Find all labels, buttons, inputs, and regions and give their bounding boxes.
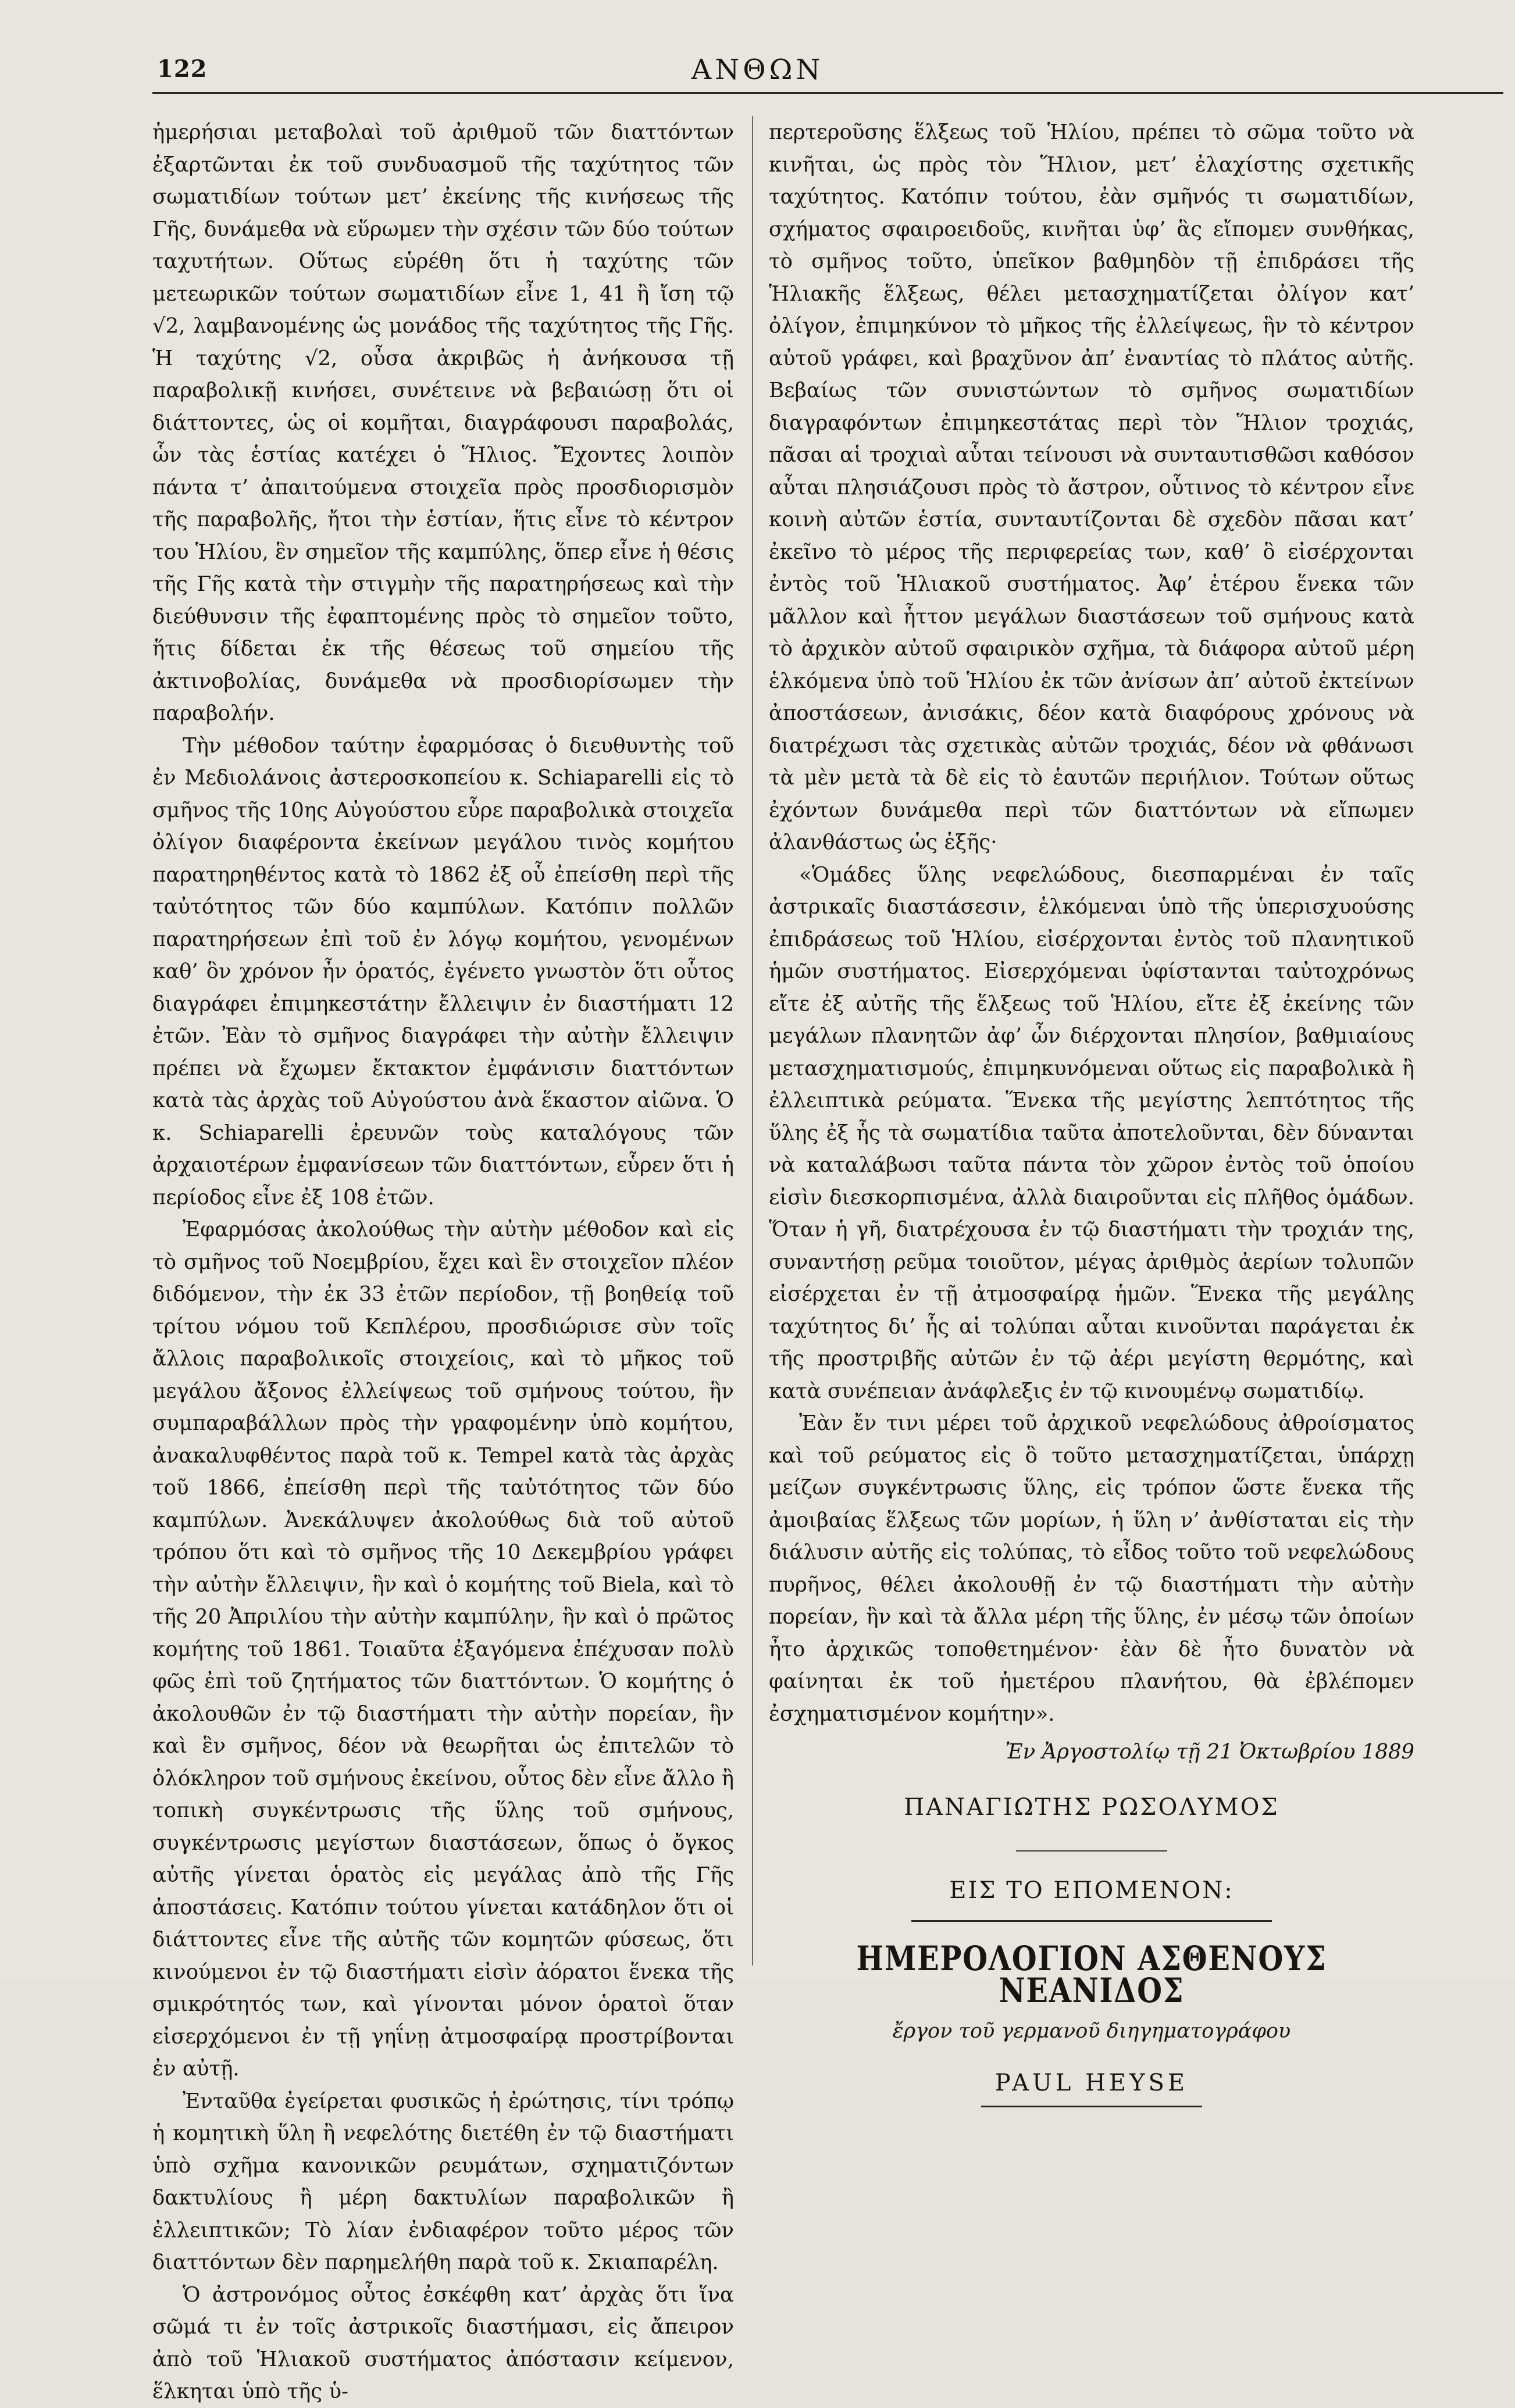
notice-rule-bottom [981,2106,1202,2107]
left-paragraph-1: ἡμερήσιαι μεταβολαὶ τοῦ ἀριθμοῦ τῶν διαττόντων ἐξαρτῶνται ἐκ τοῦ συνδυασμοῦ τῆς ταχύτητος τῶν σωματιδίων τούτων μετ’ ἐκείνης τῆς κινήσεως τῆς Γῆς, δυνάμεθα νὰ εὕρωμεν τὴν σχέσιν τῶν δύο τούτων ταχυτήτων. Οὕτως εὑρέθη ὅτι ἡ ταχύτης τῶν μετεωρικῶν τούτων σωματιδίων εἶνε 1, 41 ἢ ἴση τῷ √2, λαμβανομένης ὡς μονάδος τῆς ταχύτητος τῆς Γῆς. Ἡ ταχύτης √2, οὖσα ἀκριβῶς ἡ ἀνήκουσα τῇ παραβολικῇ κινήσει, συνέτεινε νὰ βεβαιώσῃ ὅτι οἱ διάττοντες, ὡς οἱ κομῆται, διαγράφουσι παραβολάς, ὧν τὰς ἑστίας κατέχει ὁ Ἥλιος. Ἔχοντες λοιπὸν πάντα τ’ ἀπαιτούμενα στοιχεῖα πρὸς προσδιορισμὸν τῆς παραβολῆς, ἤτοι τὴν ἑστίαν, ἥτις εἶνε τὸ κέντρον του Ἡλίου, ἓν σημεῖον τῆς καμπύλης, ὅπερ εἶνε ἡ θέσις τῆς Γῆς κατὰ τὴν στιγμὴν τῆς παρατηρήσεως καὶ τὴν διεύθυνσιν τῆς ἐφαπτομένης πρὸς τὸ σημεῖον τοῦτο, ἥτις δίδεται ἐκ τῆς θέσεως τοῦ σημείου τῆς ἀκτινοβολίας, δυνάμεθα νὰ προσδιορίσωμεν τὴν παραβολήν. [152,120,734,725]
right-paragraph-2: «Ὁμάδες ὕλης νεφελώδους, διεσπαρμέναι ἐν ταῖς ἀστρικαῖς διαστάσεσιν, ἑλκόμεναι ὑπὸ τῆς ὑπερισχυούσης ἐπιδράσεως τοῦ Ἡλίου, εἰσέρχονται ἐντὸς τοῦ πλανητικοῦ ἡμῶν συστήματος. Εἰσερχόμεναι ὑφίστανται ταὐτοχρόνως εἴτε ἐξ αὐτῆς τῆς ἕλξεως τοῦ Ἡλίου, εἴτε ἐξ ἐκείνης τῶν μεγάλων πλανητῶν ἀφ’ ὧν διέρχονται πλησίον, βαθμιαίους μετασχηματισμούς, ἐπιμηκυνόμεναι οὕτως εἰς παραβολικὰ ἢ ἐλλειπτικὰ ρεύματα. Ἕνεκα τῆς μεγίστης λεπτότητος τῆς ὕλης ἐξ ἧς τὰ σωματίδια ταῦτα ἀποτελοῦνται, δὲν δύνανται νὰ καταλάβωσι ταῦτα πάντα τὸν χῶρον ἐντὸς τοῦ ὁποίου εἰσὶν διεσκορπισμένα, ἀλλὰ διαιροῦνται εἰς πλῆθος ὁμάδων. Ὅταν ἡ γῆ, διατρέχουσα ἐν τῷ διαστήματι τὴν τροχιάν της, συναντήσῃ ρεῦμα τοιοῦτον, μέγας ἀριθμὸς ἀερίων τολυπῶν εἰσέρχεται ἐν τῇ ἀτμοσφαίρᾳ ἡμῶν. Ἕνεκα τῆς μεγάλης ταχύτητος δι’ ἧς αἱ τολύπαι αὗται κινοῦνται παράγεται ἐκ τῆς προστριβῆς αὐτῶν ἐν τῷ ἀέρι μεγίστη θερμότης, καὶ κατὰ συνέπειαν ἀνάφλεξις ἐν τῷ κινουμένῳ σωματιδίῳ. [769,862,1414,1403]
column-divider [752,116,753,1965]
page-header [0,0,1515,105]
next-issue-author: PAUL HEYSE [994,2070,1189,2096]
notice-rule-top [911,1920,1272,1922]
left-column [152,116,734,2408]
left-paragraph-4: Ἐνταῦθα ἐγείρεται φυσικῶς ἡ ἐρώτησις, τίνι τρόπῳ ἡ κομητικὴ ὕλη ἢ νεφελότης διετέθη ἐν τῷ διαστήματι ὑπὸ σχῆμα κανονικῶν ρευμάτων, σχηματιζόντων δακτυλίους ἢ μέρη δακτυλίων παραβολικῶν ἢ ἐλλειπτικῶν; Τὸ λίαν ἐνδιαφέρον τοῦτο μέρος τῶν διαττόντων δὲν παρημελήθη παρὰ τοῦ κ. Σκιαπαρέλη. [152,2089,734,2274]
right-column [769,116,1414,2107]
left-paragraph-5: Ὁ ἀστρονόμος οὗτος ἐσκέφθη κατ’ ἀρχὰς ὅτι ἵνα σῶμά τι ἐν τοῖς ἀστρικοῖς διαστήμασι, εἰς ἄπειρον ἀπὸ τοῦ Ἡλιακοῦ συστήματος ἀπόστασιν κείμενον, ἕλκηται ὑπὸ τῆς ὑ- [152,2282,734,2403]
running-title: ΑΝΘΩΝ [691,53,824,86]
left-paragraph-3: Ἐφαρμόσας ἀκολούθως τὴν αὐτὴν μέθοδον καὶ εἰς τὸ σμῆνος τοῦ Νοεμβρίου, ἔχει καὶ ἓν στοιχεῖον πλέον διδόμενον, τὴν ἐκ 33 ἐτῶν περίοδον, τῇ βοηθείᾳ τοῦ τρίτου νόμου τοῦ Κεπλέρου, προσδιώρισε σὺν τοῖς ἄλλοις παραβολικοῖς στοιχείοις, καὶ τὸ μῆκος τοῦ μεγάλου ἄξονος ἐλλείψεως τοῦ σμήνους τούτου, ἣν συμπαραβάλλων πρὸς τὴν γραφομένην ὑπὸ κομήτου, ἀνακαλυφθέντος παρὰ τοῦ κ. Tempel κατὰ τὰς ἀρχὰς τοῦ 1866, ἐπείσθη περὶ τῆς ταὐτότητος τῶν δύο καμπύλων. Ἀνεκάλυψεν ἀκολούθως διὰ τοῦ αὐτοῦ τρόπου ὅτι καὶ τὸ σμῆνος τῆς 10 Δεκεμβρίου γράφει τὴν αὐτὴν ἔλλειψιν, ἣν καὶ ὁ κομήτης τοῦ Biela, καὶ τὸ τῆς 20 Ἀπριλίου τὴν αὐτὴν καμπύλην, ἣν καὶ ὁ πρῶτος κομήτης τοῦ 1861. Τοιαῦτα ἐξαγόμενα ἐπέχυσαν πολὺ φῶς ἐπὶ τοῦ ζητήματος τῶν διαττόντων. Ὁ κομήτης ὁ ἀκολουθῶν ἐν τῷ διαστήματι τὴν αὐτὴν πορείαν, ἣν καὶ ἓν σμῆνος, δέον νὰ θεωρῆται ὡς ἐπιτελῶν τὸ ὁλόκληρον τοῦ σμήνους ἐκείνου, οὗτος δὲν εἶνε ἄλλο ἢ τοπικὴ συγκέντρωσις τῆς ὕλης τοῦ σμήνους, συγκέντρωσις μεγίστων διαστάσεων, ὅπως ὁ ὄγκος αὐτῆς γίνεται ὁρατὸς εἰς μεγάλας ἀπὸ τῆς Γῆς ἀποστάσεις. Κατόπιν τούτου γίνεται κατάδηλον ὅτι οἱ διάττοντες εἶνε τῆς αὐτῆς τῶν κομητῶν φύσεως, ὅτι κινούμενοι ἐν τῷ διαστήματι εἰσὶν ἀόρατοι ἕνεκα τῆς σμικρότητός των, καὶ γίνονται μόνον ὁρατοὶ ὅταν εἰσερχόμενοι ἐν τῇ γηΐνῃ ἀτμοσφαίρᾳ προστρίβονται ἐν αὐτῇ. [152,1218,734,2081]
dateline: Ἐν Ἀργοστολίῳ τῇ 21 Ὀκτωβρίου 1889 [1005,1740,1414,1764]
right-paragraph-1: περτεροῦσης ἕλξεως τοῦ Ἡλίου, πρέπει τὸ σῶμα τοῦτο νὰ κινῆται, ὡς πρὸς τὸν Ἥλιον, μετ’ ἐλαχίστης σχετικῆς ταχύτητος. Κατόπιν τούτου, ἐὰν σμῆνός τι σωματιδίων, σχήματος σφαιροειδοῦς, κινῆται ὑφ’ ἃς εἴπομεν συνθήκας, τὸ σμῆνος τοῦτο, ὑπεῖκον βαθμηδὸν τῇ ἐπιδράσει τῆς Ἡλιακῆς ἕλξεως, θέλει μετασχηματίζεται ὀλίγον κατ’ ὀλίγον, ἐπιμηκύνον τὸ μῆκος τῆς ἐλλείψεως, ἣν τὸ κέντρον αὐτοῦ γράφει, καὶ βραχῦνον ἀπ’ ἐναντίας τὸ πλάτος αὐτῆς. Βεβαίως τῶν συνιστώντων τὸ σμῆνος σωματιδίων διαγραφόντων ἐπιμηκεστάτας περὶ τὸν Ἥλιον τροχιάς, πᾶσαι αἱ τροχιαὶ αὗται τείνουσι νὰ συνταυτισθῶσι καθόσον αὗται πλησιάζουσι πρὸς τὸ ἄστρον, οὗτινος τὸ κέντρον εἶνε κοινὴ αὐτῶν ἑστία, συνταυτίζονται δὲ σχεδὸν πᾶσαι κατ’ ἐκεῖνο τὸ μέρος τῆς περιφερείας των, καθ’ ὃ εἰσέρχονται ἐντὸς τοῦ Ἡλιακοῦ συστήματος. Ἀφ’ ἑτέρου ἕνεκα τῶν μᾶλλον καὶ ἧττον μεγάλων διαστάσεων τοῦ σμήνους κατὰ τὸ ἀρχικὸν αὐτοῦ σφαιρικὸν σχῆμα, τὰ διάφορα αὐτοῦ μέρη ἑλκόμενα ὑπὸ τοῦ Ἡλίου ἐκ τῶν ἀνίσων ἀπ’ αὐτοῦ ἐκτείνων ἀποστάσεων, ἀνισάκις, δέον κατὰ διαφόρους χρόνους νὰ διατρέχωσι τὰς σχετικὰς αὐτῶν τροχιάς, δέον νὰ φθάνωσι τὰ μὲν μετὰ τὰ δὲ εἰς τὸ ἑαυτῶν περιήλιον. Τούτων οὕτως ἐχόντων δυνάμεθα περὶ τῶν διαττόντων νὰ εἴπωμεν ἀλανθάστως ὡς ἑξῆς· [769,120,1414,854]
next-issue-title: ΗΜΕΡΟΛΟΓΙΟΝ ΑΣΘΕΝΟΥΣ ΝΕΑΝΙΔΟΣ [856,1938,1327,2010]
right-paragraph-3: Ἐὰν ἔν τινι μέρει τοῦ ἀρχικοῦ νεφελώδους ἀθροίσματος καὶ τοῦ ρεύματος εἰς ὃ τοῦτο μετασχηματίζεται, ὑπάρχῃ μείζων συγκέντρωσις ὕλης, εἰς τρόπον ὥστε ἕνεκα τῆς ἀμοιβαίας ἕλξεως τῶν μορίων, ἡ ὕλη ν’ ἀνθίσταται εἰς τὴν διάλυσιν αὐτῆς εἰς τολύπας, τὸ εἶδος τοῦτο τοῦ νεφελώδους πυρῆνος, θέλει ἀκολουθῇ ἐν τῷ διαστήματι τὴν αὐτὴν πορείαν, ἣν καὶ τὰ ἄλλα μέρη τῆς ὕλης, ἐν μέσῳ τῶν ὁποίων ἦτο ἀρχικῶς τοποθετημένον· ἐὰν δὲ ἦτο δυνατὸν νὰ φαίνηται ἐκ τοῦ ἡμετέρου πλανήτου, θὰ ἐβλέπομεν ἐσχηματισμένον κομήτην». [769,1411,1414,1726]
author-signature: ΠΑΝΑΓΙΩΤΗΣ ΡΩΣΟΛΥΜΟΣ [904,1793,1279,1821]
next-issue-subtitle: ἔργον τοῦ γερμανοῦ διηγηματογράφου [892,2019,1291,2043]
header-rule [152,92,1503,94]
separator-rule [1016,1850,1167,1852]
next-issue-heading: ΕΙΣ ΤΟ ΕΠΟΜΕΝΟΝ: [949,1877,1234,1904]
page-number: 122 [157,55,208,83]
left-paragraph-2: Τὴν μέθοδον ταύτην ἐφαρμόσας ὁ διευθυντὴς τοῦ ἐν Μεδιολάνοις ἀστεροσκοπείου κ. Schiaparelli εἰς τὸ σμῆνος τῆς 10ης Αὐγούστου εὗρε παραβολικὰ στοιχεῖα ὀλίγον διαφέροντα ἐκείνων μεγάλου τινὸς κομήτου παρατηρηθέντος κατὰ τὸ 1862 ἐξ οὗ ἐπείσθη περὶ τῆς ταὐτότητος τῶν δύο καμπύλων. Κατόπιν πολλῶν παρατηρήσεων ἐπὶ τοῦ ἐν λόγῳ κομήτου, γενομένων καθ’ ὃν χρόνον ἦν ὁρατός, ἐγένετο γνωστὸν ὅτι οὗτος διαγράφει ἐπιμηκεστάτην ἔλλειψιν ἐν διαστήματι 12 ἐτῶν. Ἐὰν τὸ σμῆνος διαγράφει τὴν αὐτὴν ἔλλειψιν πρέπει νὰ ἔχωμεν ἔκτακτον ἐμφάνισιν διαττόντων κατὰ τὰς ἀρχὰς τοῦ Αὐγούστου ἀνὰ ἕκαστον αἰῶνα. Ὁ κ. Schiaparelli ἐρευνῶν τοὺς καταλόγους τῶν ἀρχαιοτέρων ἐμφανίσεων τῶν διαττόντων, εὗρεν ὅτι ἡ περίοδος εἶνε ἐξ 108 ἐτῶν. [152,733,734,1210]
